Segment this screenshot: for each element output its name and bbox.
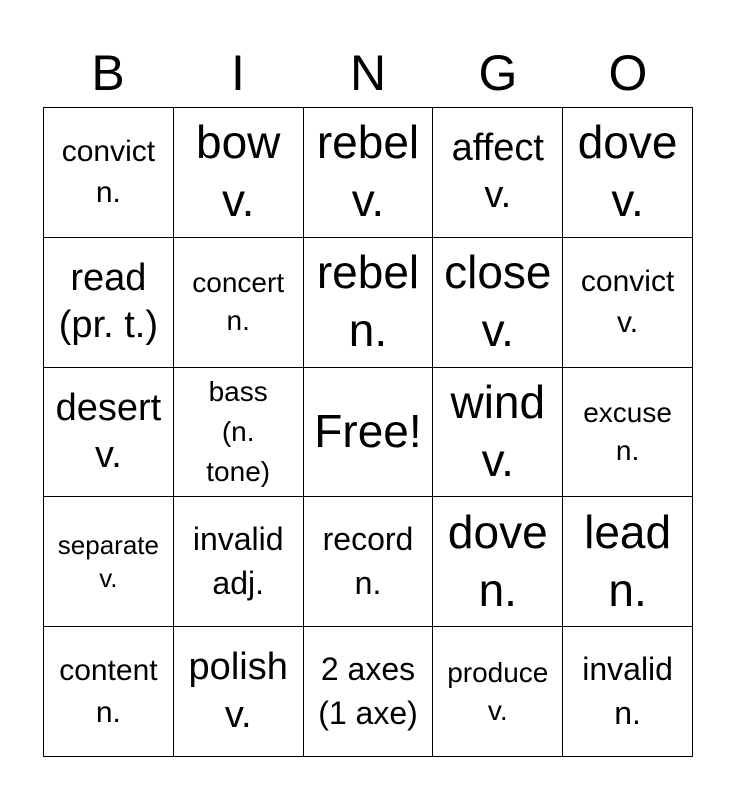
cell-word: produce v. xyxy=(447,656,549,726)
bingo-cell-r4c5[interactable] xyxy=(563,497,693,627)
bingo-cell-r3c5[interactable] xyxy=(563,368,693,498)
bingo-cell-r2c5[interactable] xyxy=(563,238,693,368)
bingo-cell-r1c4[interactable] xyxy=(433,108,563,238)
bingo-cell-r5c5[interactable] xyxy=(563,627,693,757)
bingo-cell-r1c3[interactable] xyxy=(304,108,434,238)
free-space-label: Free! xyxy=(314,405,422,458)
bingo-cell-r4c1[interactable] xyxy=(44,497,174,627)
cell-word: invalid n. xyxy=(582,651,673,731)
cell-word: affect v. xyxy=(451,127,544,217)
cell-word: rebel v. xyxy=(316,116,420,227)
cell-word: polish v. xyxy=(188,646,288,736)
cell-word: invalid adj. xyxy=(192,521,284,601)
cell-word: excuse n. xyxy=(583,397,672,466)
bingo-cell-r4c4[interactable] xyxy=(433,497,563,627)
cell-word: concert n. xyxy=(192,267,285,337)
bingo-card-grid xyxy=(43,107,693,757)
bingo-cell-r1c2[interactable] xyxy=(174,108,304,238)
bingo-cell-r2c2[interactable] xyxy=(174,238,304,368)
bingo-cell-r1c5[interactable] xyxy=(563,108,693,238)
bingo-cell-r4c2[interactable] xyxy=(174,497,304,627)
cell-word: desert v. xyxy=(55,386,162,476)
cell-word: convict n. xyxy=(61,135,156,210)
bingo-cell-r5c4[interactable] xyxy=(433,627,563,757)
cell-word: rebel n. xyxy=(316,246,420,357)
bingo-cell-r2c3[interactable] xyxy=(304,238,434,368)
bingo-cell-free[interactable] xyxy=(304,368,434,498)
header-letter-o: O xyxy=(608,45,648,101)
header-letter-n: N xyxy=(349,45,387,101)
cell-word: read (pr. t.) xyxy=(58,257,159,347)
cell-word: record n. xyxy=(322,521,414,601)
header-letter-i: I xyxy=(231,45,245,101)
bingo-cell-r5c3[interactable] xyxy=(304,627,434,757)
bingo-cell-r3c1[interactable] xyxy=(44,368,174,498)
bingo-cell-r3c2[interactable] xyxy=(174,368,304,498)
cell-word: bass (n. tone) xyxy=(206,376,271,487)
cell-word: content n. xyxy=(59,654,158,729)
bingo-cell-r2c4[interactable] xyxy=(433,238,563,368)
bingo-header xyxy=(43,40,693,106)
cell-word: separate v. xyxy=(57,529,159,593)
header-letter-b: B xyxy=(91,45,125,101)
cell-word: convict v. xyxy=(580,264,675,340)
cell-word: bow v. xyxy=(196,116,281,227)
bingo-cell-r1c1[interactable] xyxy=(44,108,174,238)
cell-word: 2 axes (1 axe) xyxy=(318,651,418,731)
bingo-cell-r5c1[interactable] xyxy=(44,627,174,757)
header-letter-g: G xyxy=(478,45,518,101)
cell-word: dove v. xyxy=(577,116,678,227)
cell-word: dove n. xyxy=(447,505,548,616)
bingo-cell-r4c3[interactable] xyxy=(304,497,434,627)
cell-word: close v. xyxy=(444,246,552,357)
bingo-cell-r3c4[interactable] xyxy=(433,368,563,498)
bingo-cell-r5c2[interactable] xyxy=(174,627,304,757)
bingo-cell-r2c1[interactable] xyxy=(44,238,174,368)
cell-word: wind v. xyxy=(450,376,546,486)
cell-word: lead n. xyxy=(584,505,672,616)
